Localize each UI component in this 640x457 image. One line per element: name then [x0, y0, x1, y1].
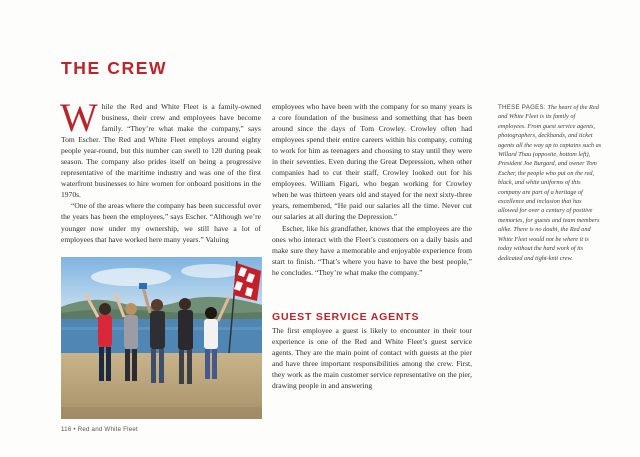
book-title: Red and White Fleet — [77, 426, 138, 433]
paragraph-text: hile the Red and White Fleet is a family-owned business, their crew and employees have become family. “They’re what make the company,” says Tom Escher. The Red and White Fleet employs around eighty people year-round, but this number can swell to 120 during peak season. The company also prides itself on being a progressive representative of the maritime industry and was one of the first waterfront businesses to hire women for onboard positions in the 1970s. — [61, 102, 261, 200]
photo-caption-sidebar — [498, 103, 603, 263]
text-column-middle-continued — [272, 325, 472, 391]
page-number: 116 — [61, 426, 72, 433]
page-heading: THE CREW — [61, 58, 168, 78]
paragraph: Escher, like his grandfather, knows that the employees are the ones who interact with the Fleet’s customers on a daily basis and make sure they have a memorable and enjoyable experience from start to finish. “That’s where you have to have the best people,” he concludes. “They’re what make the company.” — [272, 223, 472, 277]
crew-photo-image — [61, 257, 262, 419]
page-footer — [61, 426, 138, 433]
drop-cap: W — [60, 95, 98, 140]
footer-separator: • — [73, 426, 76, 433]
paragraph: employees who have been with the company for so many years is a core foundation of the business and something that has been around since the days of Tom Crowley. Crowley often had employees spend their entire careers within his company, coming to work for him as teenagers and choosing to stay until they were in their seventies. Even during the Great Depression, when other companies had to cut their staff, Crowley looked out for his employees. William Figari, who began working for Crowley when he was thirteen years old and stayed for the next sixty-three years, remembered, “He paid our salaries all the time. Never cut our salaries at all during the Depression.” — [272, 102, 472, 222]
paragraph: The first employee a guest is likely to encounter in their tour experience is one of the Red and White Fleet’s guest service agents. They are the main point of contact with guests at the pier and have three important responsibilities among the crew. First, they work as the main customer service representative on the pier, drawing people in and answering — [272, 326, 472, 391]
crew-photo — [61, 257, 262, 419]
text-column-middle — [272, 101, 472, 278]
section-subheading: GUEST SERVICE AGENTS — [272, 311, 420, 323]
text-column-left — [60, 95, 261, 245]
caption-lead: THESE PAGES: — [498, 104, 546, 111]
caption-text: The heart of the Red and White Fleet is its family of employees. From guest service agents, photographers, deckhands, and ticket agents all the way up to captains such as Willard Thau (opposite, bottom left), President Joe Burgard, and owner Tom Escher, the people who put on the red, black, and white uniforms of this company are part of a heritage of excellence and inclusion that has allowed for over a century of positive memories, for guests and team members alike. There is no doubt, the Red and White Fleet would not be where it is today without the hard work of its dedicated and tight-knit crew. — [498, 104, 602, 262]
paragraph — [60, 95, 261, 200]
paragraph: “One of the areas where the company has been successful over the years has been the employees,” says Escher. “Although we’re younger now under my ownership, we still have a lot of employees that have worked here many years.” Valuing — [61, 201, 261, 244]
